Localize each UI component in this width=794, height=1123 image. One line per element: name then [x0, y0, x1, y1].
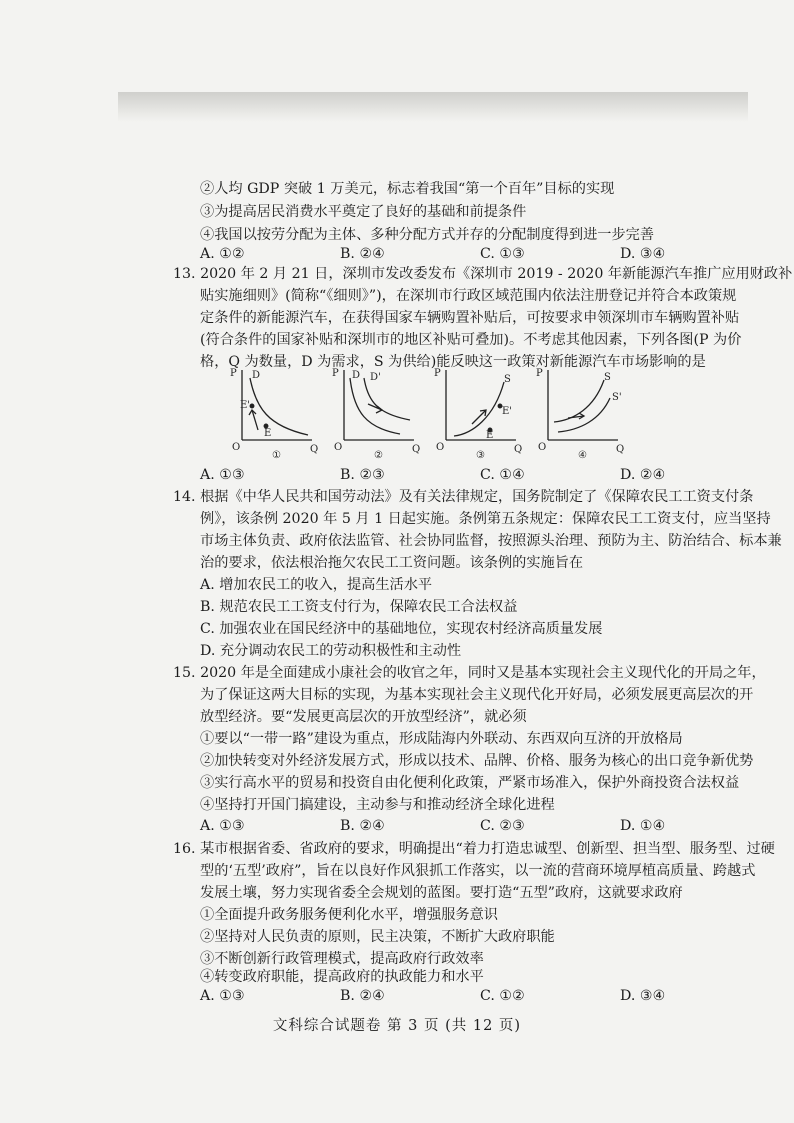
label-s: S — [604, 372, 611, 383]
option-c[interactable]: C. ②③ — [480, 818, 525, 834]
page-footer: 文科综合试题卷 第 3 页 (共 12 页) — [272, 1018, 522, 1034]
label-o: O — [232, 442, 241, 453]
q16-item-1: ①全面提升政务服务便利化水平，增强服务意识 — [200, 907, 498, 923]
q13-stem-3: 定条件的新能源汽车，在获得国家车辆购置补贴后，可按要求申领深圳市车辆购置补贴 — [200, 310, 740, 326]
q13-stem-4: (符合条件的国家补贴和深圳市的地区补贴可叠加)。不考虑其他因素，下列各图(P 为价 — [200, 332, 742, 348]
demand-curve-d-prime — [364, 378, 410, 420]
option-d[interactable]: D. ①④ — [620, 818, 666, 834]
q16-item-4: ④转变政府职能，提高政府的执政能力和水平 — [200, 969, 484, 985]
q15-stem-2: 为了保证这两大目标的实现，为基本实现社会主义现代化开好局，必须发展更高层次的开 — [200, 687, 754, 703]
label-q: Q — [412, 444, 421, 455]
label-d-prime: D' — [370, 372, 381, 383]
option-a[interactable]: A. ①③ — [200, 818, 245, 834]
q14-stem-1: 14. 根据《中华人民共和国劳动法》及有关法律规定，国务院制定了《保障农民工工资支付条 — [173, 489, 754, 505]
option-d[interactable]: D. ③④ — [620, 246, 666, 262]
point-e-prime — [250, 404, 254, 408]
q15-stem-3: 放型经济。要“发展更高层次的开放型经济”，就必须 — [200, 709, 527, 725]
graph-number: ④ — [578, 450, 587, 460]
supply-curve-s-prime — [558, 398, 610, 432]
label-s: S — [504, 374, 511, 385]
option-a[interactable]: A. ①③ — [200, 988, 245, 1004]
graph-number: ① — [272, 450, 281, 460]
option-c[interactable]: C. ①② — [480, 988, 525, 1004]
q13-stem-2: 贴实施细则》(简称“《细则》”)，在深圳市行政区域范围内依法注册登记并符合本政策规 — [200, 288, 737, 304]
q15-item-1: ①要以“一带一路”建设为重点，形成陆海内外联动、东西双向互济的开放格局 — [200, 731, 683, 747]
option-b[interactable]: B. ②④ — [340, 246, 385, 262]
label-o: O — [436, 442, 445, 453]
q14-choice-d[interactable]: D. 充分调动农民工的劳动积极性和主动性 — [200, 643, 462, 659]
label-e: E — [264, 428, 272, 439]
q14-choice-c[interactable]: C. 加强农业在国民经济中的基础地位，实现农村经济高质量发展 — [200, 621, 603, 637]
q16-options — [200, 988, 740, 1006]
label-d: D — [352, 370, 361, 381]
q15-item-4: ④坚持打开国门搞建设，主动参与和推动经济全球化进程 — [200, 797, 555, 813]
option-a[interactable]: A. ①③ — [200, 467, 245, 483]
supply-demand-figures — [228, 368, 628, 460]
q14-stem-2: 例》，该条例 2020 年 5 月 1 日起实施。条例第五条规定：保障农民工工资支付，应当坚持 — [200, 511, 771, 527]
q12-options — [200, 246, 740, 264]
graph-number: ③ — [476, 450, 485, 460]
graph-4 — [536, 368, 624, 460]
label-o: O — [334, 442, 343, 453]
option-c[interactable]: C. ①③ — [480, 246, 525, 262]
supply-curve — [454, 382, 504, 436]
q15-stem-1: 15. 2020 年是全面建成小康社会的收官之年，同时又是基本实现社会主义现代化的开局之年， — [173, 665, 766, 681]
graph-2 — [332, 368, 420, 460]
q16-item-2: ②坚持对人民负责的原则，民主决策，不断扩大政府职能 — [200, 929, 555, 945]
option-d[interactable]: D. ②④ — [620, 467, 666, 483]
q14-stem-3: 市场主体负责、政府依法监管、社会协同监督，按照源头治理、预防为主、防治结合、标本兼 — [200, 533, 782, 549]
option-a[interactable]: A. ①② — [200, 246, 245, 262]
q16-stem-2: 型的‘五型’政府”，旨在以良好作风狠抓工作落实，以一流的营商环境厚植高质量、跨越式 — [200, 863, 756, 879]
graph-1 — [230, 368, 318, 460]
arrowhead — [376, 406, 382, 413]
label-p: P — [536, 368, 543, 379]
q14-choice-a[interactable]: A. 增加农民工的收入，提高生活水平 — [200, 577, 433, 593]
q14-stem-4: 治的要求，依法根治拖欠农民工工资问题。该条例的实施旨在 — [200, 555, 584, 571]
shift-arrow — [472, 410, 486, 424]
option-c[interactable]: C. ①④ — [480, 467, 525, 483]
q13-options — [200, 467, 740, 485]
q13-stem-1: 13. 2020 年 2 月 21 日，深圳市发改委发布《深圳市 2019 - 2020 年新能源汽车推广应用财政补 — [173, 266, 793, 282]
label-o: O — [538, 442, 547, 453]
label-e: E — [486, 430, 494, 441]
label-p: P — [230, 368, 237, 379]
label-p: P — [434, 368, 441, 379]
label-p: P — [332, 368, 339, 379]
demand-curve — [250, 378, 308, 435]
label-q: Q — [310, 444, 319, 455]
q16-stem-1: 16. 某市根据省委、省政府的要求，明确提出“着力打造忠诚型、创新型、担当型、服务型、过硬 — [173, 841, 775, 857]
q14-choice-b[interactable]: B. 规范农民工工资支付行为，保障农民工合法权益 — [200, 599, 518, 615]
label-s-prime: S' — [612, 392, 622, 403]
option-b[interactable]: B. ②③ — [340, 467, 385, 483]
label-q: Q — [514, 444, 523, 455]
q12-item-2: ②人均 GDP 突破 1 万美元，标志着我国“第一个百年”目标的实现 — [200, 181, 615, 197]
graph-number: ② — [374, 450, 383, 460]
q15-item-3: ③实行高水平的贸易和投资自由化便利化政策，严紧市场准入，保护外商投资合法权益 — [200, 775, 740, 791]
label-e-prime: E' — [502, 406, 513, 417]
supply-curve-s — [554, 380, 604, 422]
demand-curve-d — [350, 378, 400, 434]
q13-stem-5: 格，Q 为数量，D 为需求，S 为供给)能反映这一政策对新能源汽车市场影响的是 — [200, 354, 706, 370]
q16-item-3: ③不断创新行政管理模式，提高政府行政效率 — [200, 951, 484, 967]
q15-item-2: ②加快转变对外经济发展方式，形成以技术、品牌、价格、服务为核心的出口竞争新优势 — [200, 753, 754, 769]
q16-stem-3: 发展土壤，努力实现省委全会规划的蓝图。要打造“五型”政府，这就要求政府 — [200, 885, 683, 901]
option-d[interactable]: D. ③④ — [620, 988, 666, 1004]
option-b[interactable]: B. ②④ — [340, 988, 385, 1004]
label-d: D — [252, 370, 261, 381]
q12-item-3: ③为提高居民消费水平奠定了良好的基础和前提条件 — [200, 204, 527, 220]
option-b[interactable]: B. ②④ — [340, 818, 385, 834]
q12-item-4: ④我国以按劳分配为主体、多种分配方式并存的分配制度得到进一步完善 — [200, 227, 655, 243]
label-q: Q — [616, 444, 625, 455]
graph-3 — [434, 368, 522, 460]
q15-options — [200, 818, 740, 836]
label-e-prime: E' — [240, 400, 251, 411]
